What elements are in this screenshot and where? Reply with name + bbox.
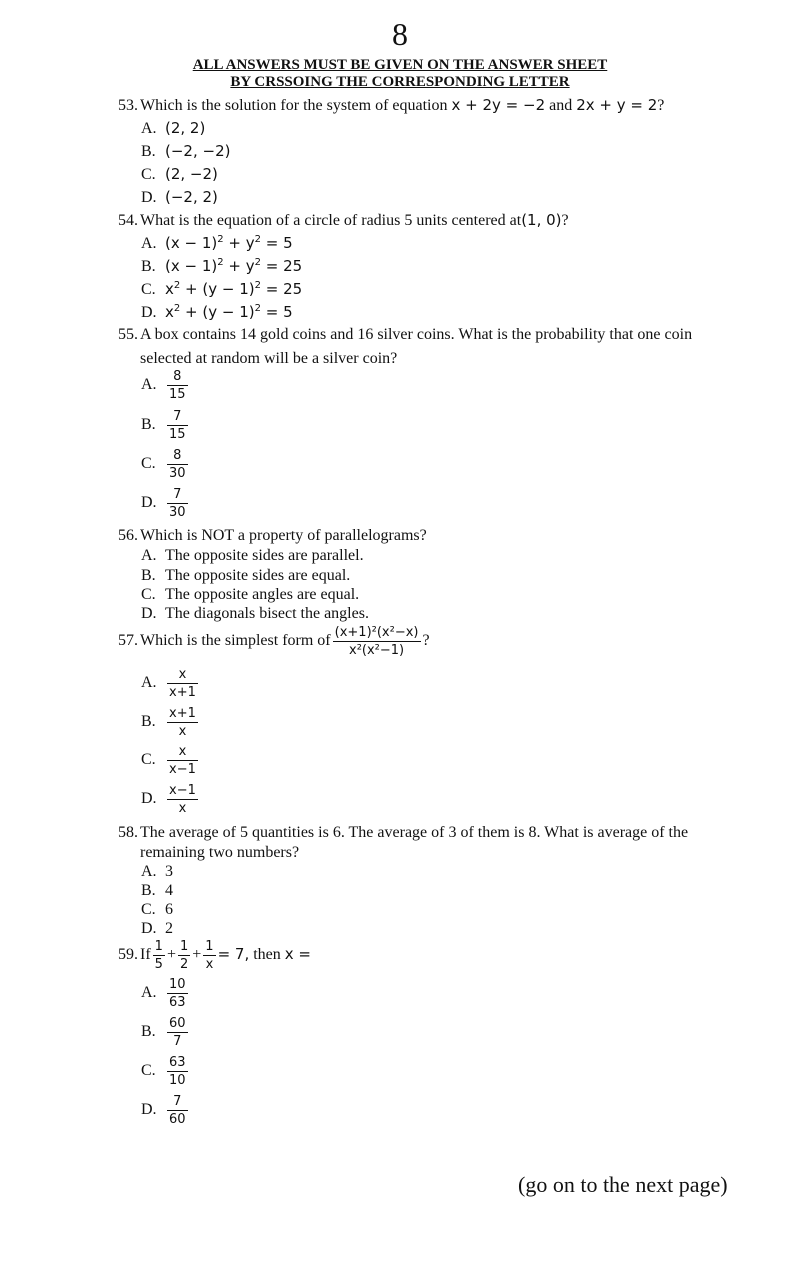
question-53 [118, 95, 758, 116]
option-54-a[interactable] [141, 233, 293, 254]
option-letter: A. [141, 235, 157, 252]
option-letter: A. [141, 376, 157, 394]
question-number: 57. [118, 632, 138, 650]
question-number: 58. [118, 824, 138, 841]
then-text: then [253, 946, 281, 964]
option-text: (2, −2) [165, 165, 218, 183]
option-57-c[interactable] [141, 743, 200, 778]
question-text: Which is the solution for the system of equation [140, 97, 448, 114]
option-fraction: $\frac{10}{63}$ [169, 977, 186, 1010]
option-53-c[interactable] [141, 164, 218, 185]
option-text: 3 [165, 863, 173, 880]
option-58-b[interactable] [141, 881, 173, 901]
option-letter: C. [141, 455, 156, 473]
question-text-cont: remaining two numbers? [140, 844, 300, 861]
option-56-d[interactable] [141, 604, 369, 624]
option-text: The opposite sides are parallel. [165, 547, 364, 564]
option-fraction: $\frac{x}{x-1}$ [169, 744, 196, 777]
option-text: The opposite angles are equal. [165, 586, 360, 603]
option-55-d[interactable] [141, 486, 190, 521]
option-text: 2 [165, 920, 173, 937]
option-53-d[interactable] [141, 187, 218, 208]
option-letter: D. [141, 189, 157, 206]
question-number: 59. [118, 946, 138, 964]
question-58 [118, 823, 758, 863]
option-59-d[interactable] [141, 1093, 190, 1128]
option-57-d[interactable] [141, 782, 200, 817]
option-fraction: $\frac{60}{7}$ [169, 1016, 186, 1049]
option-text: (−2, 2) [165, 188, 218, 206]
option-letter: A. [141, 547, 157, 564]
question-number: 54. [118, 212, 138, 229]
instruction-line-2: BY CRSSOING THE CORRESPONDING LETTER [230, 74, 570, 90]
fraction-one-half: $\frac{1}{2}$ [179, 939, 189, 972]
option-letter: D. [141, 304, 157, 321]
option-letter: D. [141, 1101, 157, 1119]
question-57 [118, 624, 758, 659]
option-57-a[interactable] [141, 666, 200, 701]
option-letter: D. [141, 790, 157, 808]
option-equation: $(x - 1)^2 + y^2 = 5$ [165, 234, 293, 252]
option-letter: C. [141, 751, 156, 769]
option-text: The diagonals bisect the angles. [165, 605, 369, 622]
option-letter: D. [141, 494, 157, 512]
question-59 [118, 938, 758, 973]
option-fraction: $\frac{x}{x+1}$ [169, 667, 196, 700]
instruction-line-1: ALL ANSWERS MUST BE GIVEN ON THE ANSWER SHEET [192, 57, 608, 73]
option-fraction: $\frac{7}{60}$ [169, 1094, 186, 1127]
option-text: 6 [165, 901, 173, 918]
question-text: Which is NOT a property of parallelograms? [140, 527, 427, 544]
fraction-one-over-x: $\frac{1}{x}$ [205, 939, 214, 972]
option-54-d[interactable] [141, 302, 293, 323]
option-letter: C. [141, 281, 156, 298]
question-number: 53. [118, 97, 138, 114]
page-number: 8 [392, 16, 408, 52]
plus-sign: + [166, 946, 176, 964]
option-fraction: $\frac{8}{30}$ [169, 448, 186, 481]
option-letter: B. [141, 416, 156, 434]
question-56 [118, 526, 758, 546]
option-equation: $x^2 + (y - 1)^2 = 5$ [165, 303, 293, 321]
question-text: Which is the simplest form of [140, 632, 331, 650]
option-text: The opposite sides are equal. [165, 567, 351, 584]
next-page-note: (go on to the next page) [518, 1172, 728, 1197]
option-letter: A. [141, 863, 157, 880]
option-letter: B. [141, 882, 156, 899]
option-fraction: $\frac{x-1}{x}$ [169, 783, 196, 816]
variable-x: x = [284, 945, 311, 964]
option-58-c[interactable] [141, 900, 173, 920]
question-text: The average of 5 quantities is 6. The average of 3 of them is 8. What is average of the [140, 824, 689, 841]
question-mark: ? [657, 97, 665, 114]
option-56-a[interactable] [141, 546, 364, 566]
option-fraction: $\frac{63}{10}$ [169, 1055, 186, 1088]
option-54-b[interactable] [141, 256, 302, 277]
equals-seven: = 7, [217, 945, 250, 964]
option-fraction: $\frac{7}{15}$ [169, 409, 186, 442]
option-55-a[interactable] [141, 368, 190, 403]
question-text: A box contains 14 gold coins and 16 silver coins. What is the probability that one coin [140, 326, 693, 343]
option-letter: C. [141, 901, 156, 918]
option-56-b[interactable] [141, 566, 350, 586]
option-letter: B. [141, 258, 156, 275]
plus-sign: + [192, 946, 202, 964]
option-letter: C. [141, 166, 156, 183]
fraction-one-fifth: $\frac{1}{5}$ [154, 939, 163, 972]
option-equation: $(x - 1)^2 + y^2 = 25$ [165, 257, 303, 275]
option-letter: C. [141, 1062, 156, 1080]
option-letter: A. [141, 120, 157, 137]
option-letter: B. [141, 143, 156, 160]
option-58-d[interactable] [141, 919, 173, 939]
option-letter: D. [141, 605, 157, 622]
option-letter: B. [141, 1023, 156, 1041]
connector-text: and [549, 97, 573, 114]
option-55-b[interactable] [141, 408, 190, 443]
option-55-c[interactable] [141, 447, 190, 482]
option-56-c[interactable] [141, 585, 359, 605]
option-letter: B. [141, 713, 156, 731]
option-letter: D. [141, 920, 157, 937]
option-53-b[interactable] [141, 141, 230, 162]
equation-2: 2x + y = 2 [576, 96, 658, 114]
question-text: What is the equation of a circle of radius 5 units centered at [140, 212, 522, 229]
option-text: (2, 2) [165, 119, 206, 137]
option-letter: C. [141, 586, 156, 603]
option-53-a[interactable] [141, 118, 205, 139]
option-fraction: $\frac{7}{30}$ [169, 487, 186, 520]
option-59-a[interactable] [141, 976, 190, 1011]
option-58-a[interactable] [141, 862, 173, 882]
question-mark: ? [422, 632, 430, 650]
question-mark: ? [561, 212, 569, 229]
center-point: (1, 0) [521, 211, 562, 229]
option-fraction: $\frac{8}{15}$ [169, 369, 186, 402]
question-54 [118, 210, 758, 231]
question-text-cont: selected at random will be a silver coin? [140, 350, 398, 367]
question-55 [118, 325, 758, 369]
question-text: If [140, 946, 151, 964]
option-equation: $x^2 + (y - 1)^2 = 25$ [165, 280, 303, 298]
option-59-c[interactable] [141, 1054, 190, 1089]
option-text: 4 [165, 882, 173, 899]
expression-fraction: $\frac{\text{(x+1)²(x²−x)}}{\text{x²(x²−1)}}$ [334, 625, 419, 658]
option-59-b[interactable] [141, 1015, 190, 1050]
equation-1: x + 2y = −2 [451, 96, 546, 114]
question-number: 55. [118, 326, 138, 343]
option-letter: A. [141, 674, 157, 692]
option-text: (−2, −2) [165, 142, 231, 160]
question-number: 56. [118, 527, 138, 544]
option-letter: A. [141, 984, 157, 1002]
option-fraction: $\frac{x+1}{x}$ [169, 706, 196, 739]
option-54-c[interactable] [141, 279, 302, 300]
option-57-b[interactable] [141, 705, 200, 740]
option-letter: B. [141, 567, 156, 584]
